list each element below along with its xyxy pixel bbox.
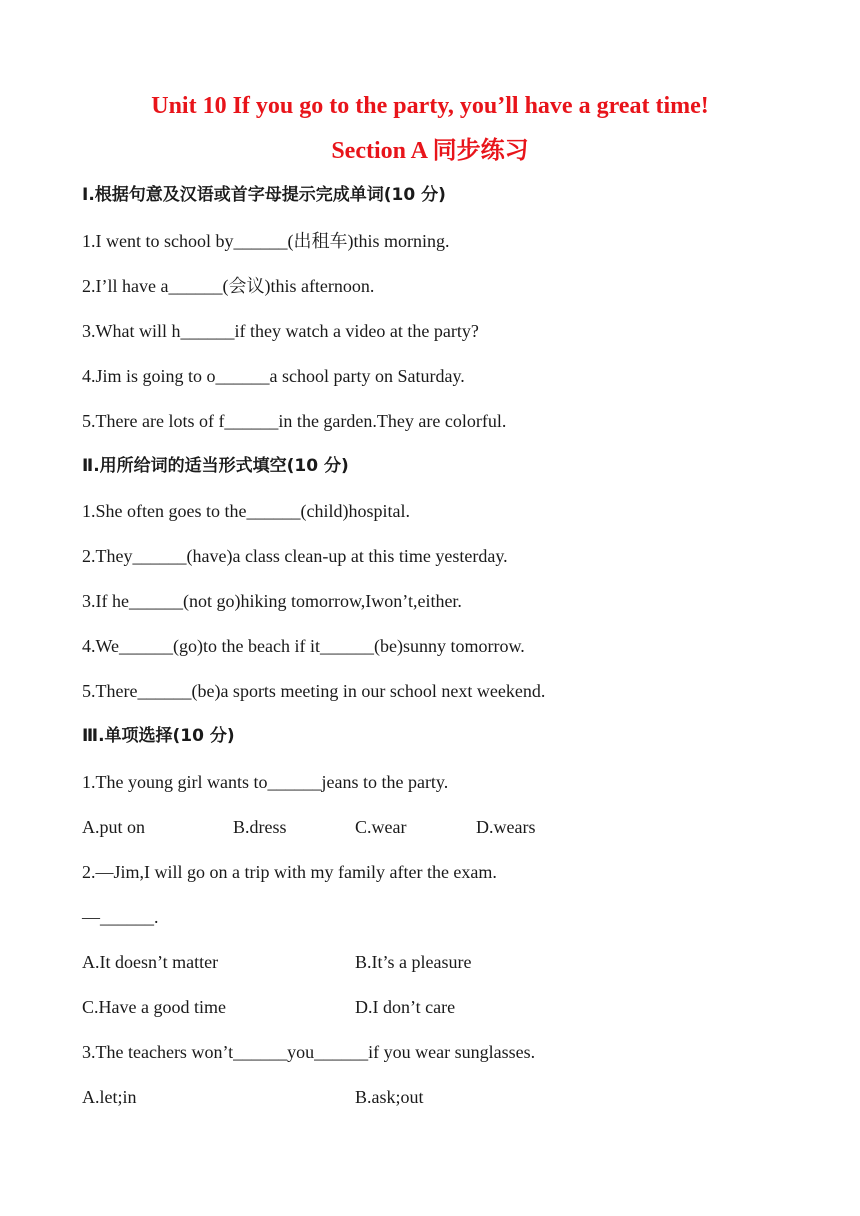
part2-item-2: 2.They______(have)a class clean-up at this time yesterday. <box>82 546 508 566</box>
q1-option-d: D.wears <box>476 817 536 837</box>
q2-option-c: C.Have a good time <box>82 997 226 1017</box>
part1-item-5: 5.There are lots of f______in the garden.They are colorful. <box>82 411 507 431</box>
part2-item-3: 3.If he______(not go)hiking tomorrow,Iwon’t,either. <box>82 591 462 611</box>
q2-option-b: B.It’s a pleasure <box>355 952 472 972</box>
part1-item-1: 1.I went to school by______(出租车)this morning. <box>82 231 450 251</box>
part2-item-4: 4.We______(go)to the beach if it______(be)sunny tomorrow. <box>82 636 525 656</box>
part1-heading: I.根据句意及汉语或首字母提示完成单词(10 分) <box>82 185 446 205</box>
q2-option-d: D.I don’t care <box>355 997 456 1017</box>
q1-stem: 1.The young girl wants to______jeans to the party. <box>82 772 449 792</box>
q2-option-a: A.It doesn’t matter <box>82 952 219 972</box>
q3-option-a: A.let;in <box>82 1087 137 1107</box>
section-title: Section A 同步练习 <box>331 138 529 164</box>
q2-reply: —______. <box>82 907 159 927</box>
part2-heading: Ⅱ.用所给词的适当形式填空(10 分) <box>82 456 349 476</box>
q2-stem: 2.—Jim,I will go on a trip with my family after the exam. <box>82 862 497 882</box>
q3-stem: 3.The teachers won’t______you______if you wear sunglasses. <box>82 1042 536 1062</box>
unit-title: Unit 10 If you go to the party, you’ll have a great time! <box>151 93 709 119</box>
q1-option-a: A.put on <box>82 817 145 837</box>
part2-item-5: 5.There______(be)a sports meeting in our school next weekend. <box>82 681 546 701</box>
part2-item-1: 1.She often goes to the______(child)hospital. <box>82 501 410 521</box>
q1-option-c: C.wear <box>355 817 407 837</box>
q1-option-b: B.dress <box>233 817 287 837</box>
part1-item-3: 3.What will h______if they watch a video at the party? <box>82 321 479 341</box>
q3-option-b: B.ask;out <box>355 1087 424 1107</box>
part1-item-2: 2.I’ll have a______(会议)this afternoon. <box>82 276 375 296</box>
part1-item-4: 4.Jim is going to o______a school party on Saturday. <box>82 366 465 386</box>
part3-heading: Ⅲ.单项选择(10 分) <box>82 726 235 746</box>
